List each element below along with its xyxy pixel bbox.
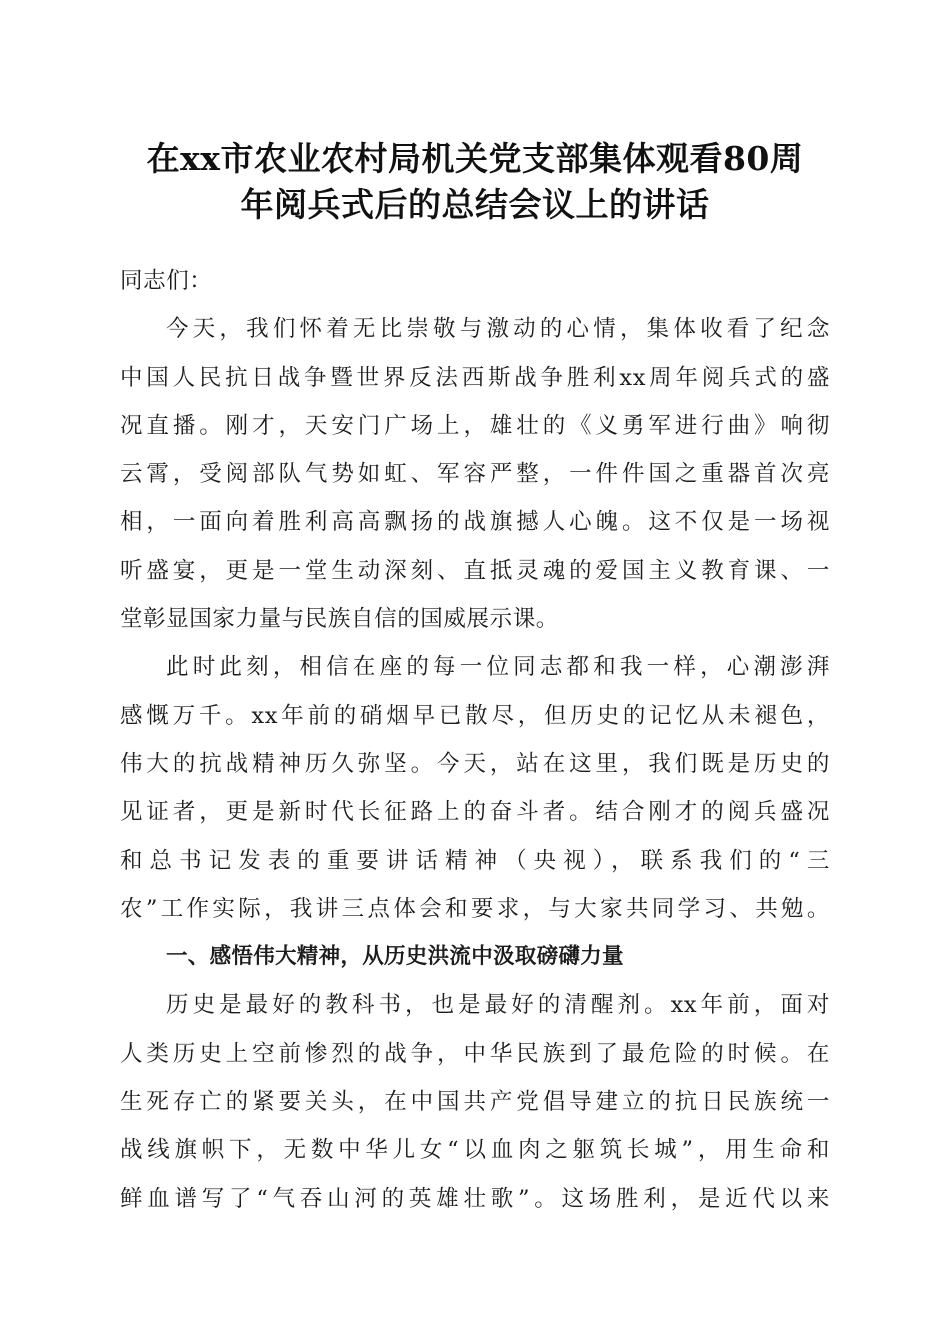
paragraph-1-line: 中国人民抗日战争暨世界反法西斯战争胜利xx周年阅兵式的盛: [120, 364, 830, 391]
paragraph-3-line: 战线旗帜下，无数中华儿女“以血肉之躯筑长城”，用生命和: [120, 1137, 830, 1164]
salutation: 同志们：: [120, 268, 213, 294]
section-1-heading: 一、感悟伟大精神，从历史洪流中汲取磅礴力量: [166, 944, 624, 970]
paragraph-2-line: 伟大的抗战精神历久弥坚。今天，站在这里，我们既是历史的: [120, 750, 830, 777]
paragraph-1-line: 堂彰显国家力量与民族自信的国威展示课。: [120, 606, 559, 633]
paragraph-2-line: 农”工作实际，我讲三点体会和要求，与大家共同学习、共勉。: [120, 895, 830, 922]
paragraph-2-line: 和总书记发表的重要讲话精神（央视），联系我们的“三: [120, 847, 830, 874]
paragraph-3-line: 鲜血谱写了“气吞山河的英雄壮歌”。这场胜利，是近代以来: [120, 1185, 830, 1212]
speech-body: [120, 257, 830, 1223]
paragraph-3-line: 生死存亡的紧要关头，在中国共产党倡导建立的抗日民族统一: [120, 1089, 830, 1116]
paragraph-1-line: 况直播。刚才，天安门广场上，雄壮的《义勇军进行曲》响彻: [120, 412, 830, 439]
paragraph-3-line: 人类历史上空前惨烈的战争，中华民族到了最危险的时候。在: [120, 1040, 830, 1067]
paragraph-2-line: 此时此刻，相信在座的每一位同志都和我一样，心潮澎湃: [166, 654, 830, 681]
paragraph-2-line: 感慨万千。xx年前的硝烟早已散尽，但历史的记忆从未褪色，: [120, 702, 830, 729]
paragraph-1-line: 云霄，受阅部队气势如虹、军容严整，一件件国之重器首次亮: [120, 461, 830, 488]
paragraph-1-line: 今天，我们怀着无比崇敬与激动的心情，集体收看了纪念: [166, 316, 830, 343]
title-line-2: 年阅兵式后的总结会议上的讲话: [240, 185, 710, 224]
title-line-1: 在xx市农业农村局机关党支部集体观看80周: [146, 139, 804, 178]
paragraph-3-line: 历史是最好的教科书，也是最好的清醒剂。xx年前，面对: [166, 992, 830, 1019]
paragraph-2-line: 见证者，更是新时代长征路上的奋斗者。结合刚才的阅兵盛况: [120, 799, 830, 826]
paragraph-1-line: 相，一面向着胜利高高飘扬的战旗撼人心魄。这不仅是一场视: [120, 509, 830, 536]
document-title: [100, 136, 850, 228]
paragraph-1-line: 听盛宴，更是一堂生动深刻、直抵灵魂的爱国主义教育课、一: [120, 557, 830, 584]
